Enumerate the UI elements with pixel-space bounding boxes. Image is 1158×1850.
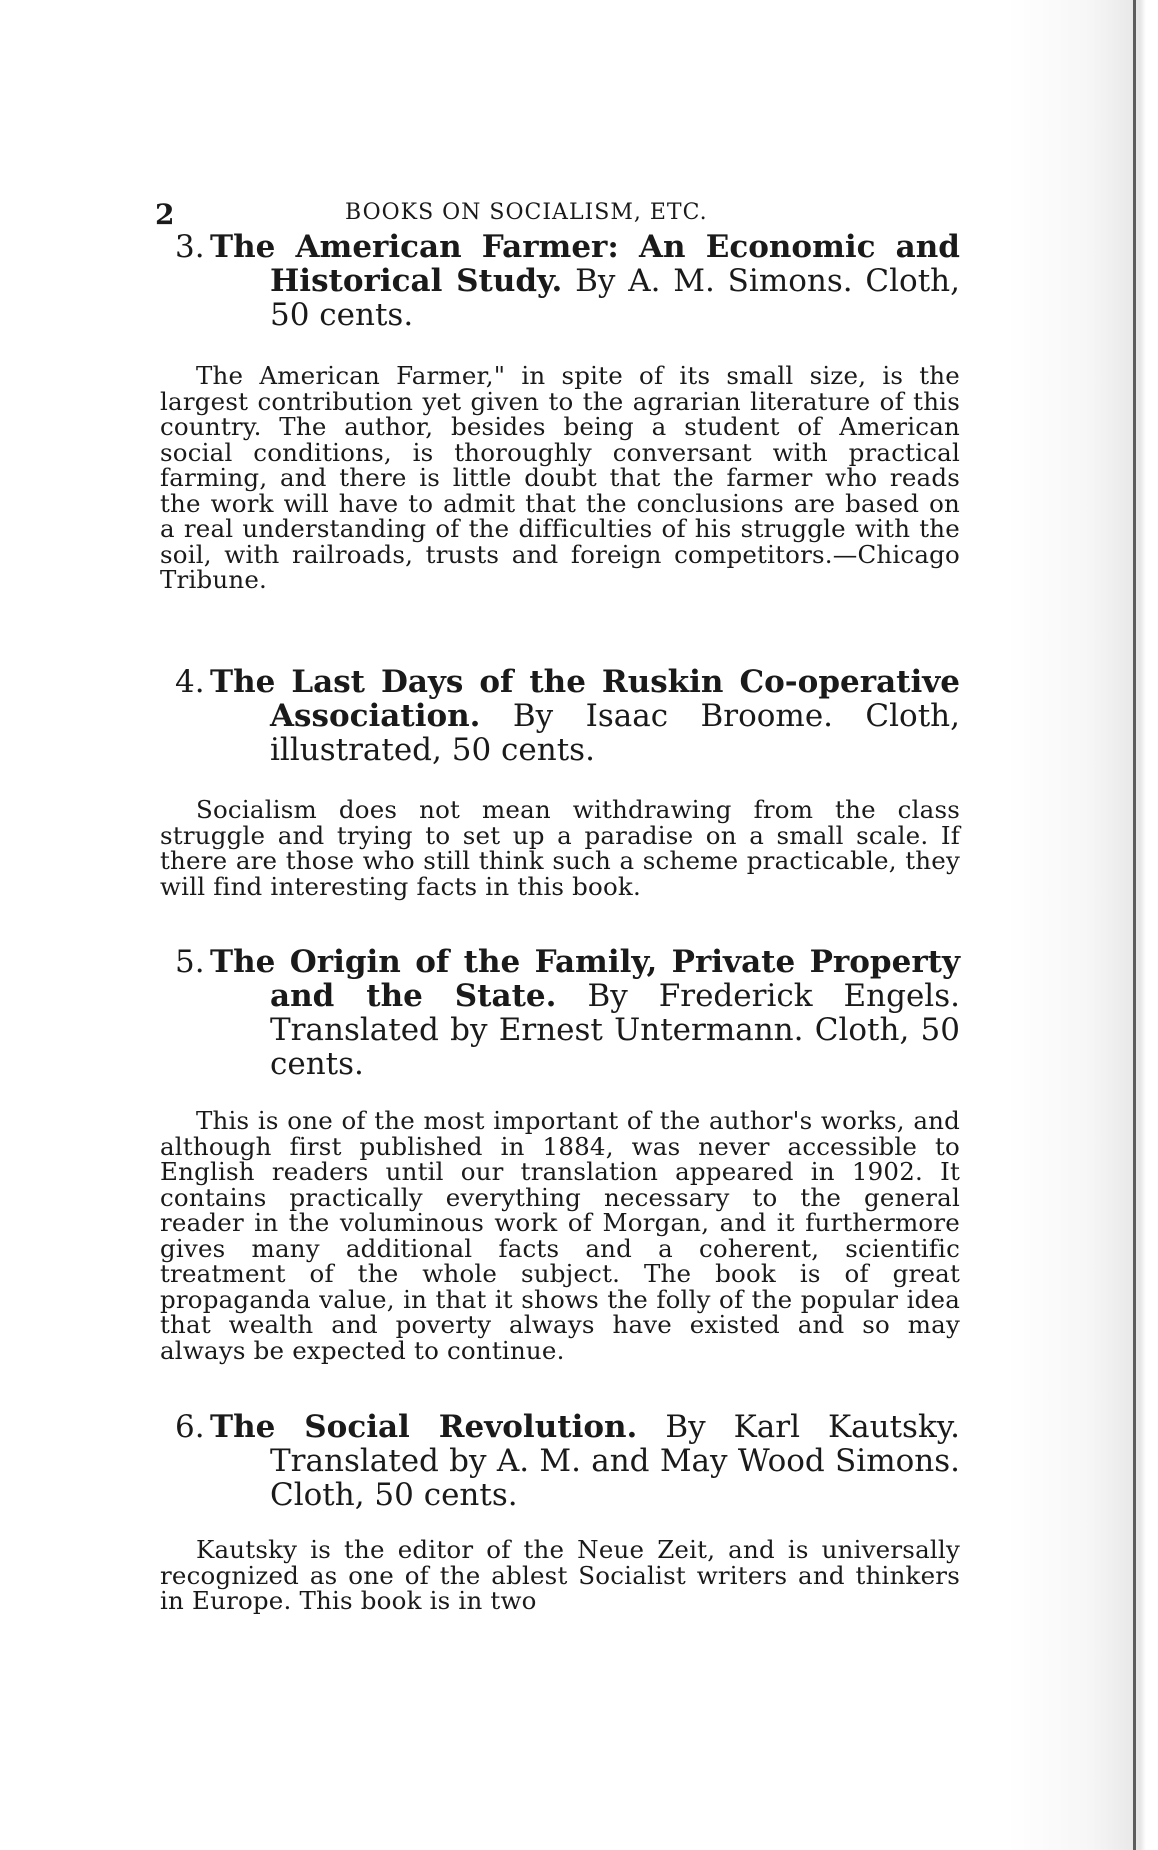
entry-5-heading <box>175 945 960 1081</box>
entry-title: The American Farmer: An Economic and Historical Study. <box>210 229 960 299</box>
entry-title: The Last Days of the Ruskin Co-operative Association. <box>210 664 960 734</box>
binding-edge-line <box>1133 0 1136 1850</box>
entry-number: 4. <box>175 664 205 700</box>
running-header <box>155 200 955 230</box>
entry-details: By Karl Kautsky. Translated by A. M. and May Wood Simons. Cloth, 50 cents. <box>270 1409 961 1513</box>
entry-4-description: Socialism does not mean withdrawing from the class struggle and trying to set up a paradise on a small scale. If there are those who still think such a scheme practicable, they will find interesting facts in this book. <box>160 795 960 901</box>
entry-details: By Frederick Engels. Translated by Ernest Untermann. Cloth, 50 cents. <box>270 978 960 1082</box>
running-title: BOOKS ON SOCIALISM, ETC. <box>345 200 708 225</box>
page-number: 2 <box>155 198 176 231</box>
entry-title: The Origin of the Family, Private Property and the State. <box>210 944 960 1014</box>
entry-number: 5. <box>175 944 205 980</box>
entry-title: The Social Revolution. <box>210 1409 638 1445</box>
entry-6-description: Kautsky is the editor of the Neue Zeit, and is universally recognized as one of the ablest Socialist writers and thinkers in Europe. This book is in two <box>160 1535 960 1615</box>
entry-number: 3. <box>175 229 205 265</box>
entry-number: 6. <box>175 1409 205 1445</box>
entry-6-heading <box>175 1410 960 1512</box>
entry-3-heading <box>175 230 960 332</box>
entry-details: By Isaac Broome. Cloth, illustrated, 50 cents. <box>270 698 961 768</box>
entry-details: By A. M. Simons. Cloth, 50 cents. <box>270 263 961 333</box>
entry-5-description: This is one of the most important of the author's works, and although first published in 1884, was never accessible to English readers until our translation appeared in 1902. It contains practically everything necessary to the general reader in the voluminous work of Morgan, and it furthermore gives many additional facts and a coherent, scientific treatment of the whole subject. The book is of great propaganda value, in that it shows the folly of the popular idea that wealth and poverty always have existed and so may always be expected to continue. <box>160 1106 960 1365</box>
entry-3-description: The American Farmer," in spite of its small size, is the largest contribution yet given to the agrarian literature of this country. The author, besides being a student of American social conditions, is thoroughly conversant with practical farming, and there is little doubt that the farmer who reads the work will have to admit that the conclusions are based on a real understanding of the difficulties of his struggle with the soil, with railroads, trusts and foreign competitors.—Chicago Tribune. <box>160 361 960 594</box>
entry-4-heading <box>175 665 960 767</box>
